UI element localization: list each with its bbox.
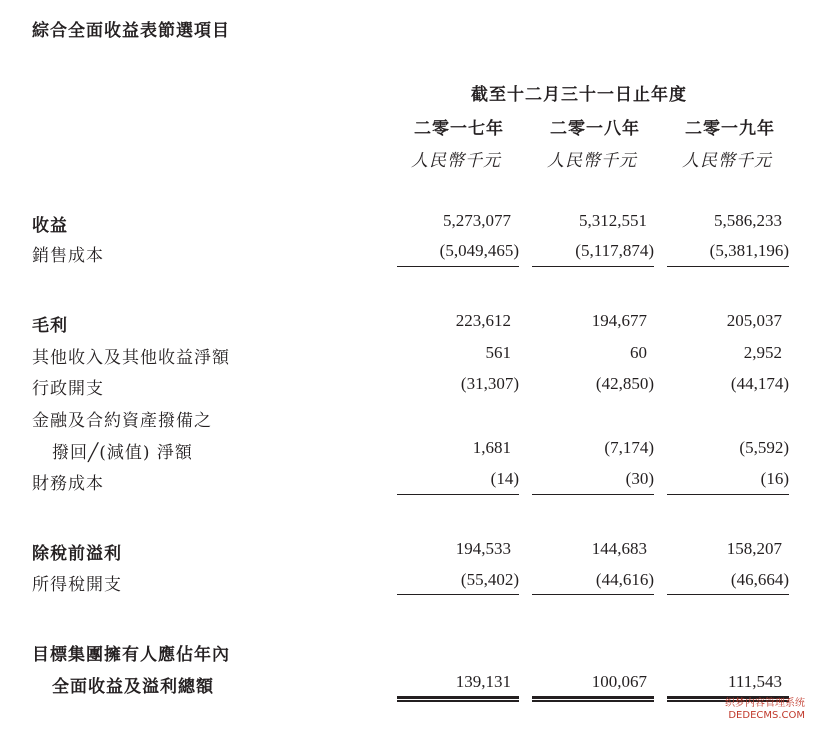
total-double-rule-2017 [397, 696, 519, 702]
year-header-2017: 二零一七年 [414, 119, 504, 139]
watermark [725, 698, 805, 722]
value-cost-of-sales-2017: (5,049,465) [439, 241, 519, 260]
value-gross-profit-2017: 223,612 [455, 311, 511, 330]
value-admin-expenses-2019: (44,174) [730, 374, 789, 393]
value-finance-costs-2018: (30) [625, 469, 654, 488]
row-label-profit-before-tax: 除稅前溢利 [32, 544, 122, 564]
row-label-total-line1: 目標集團擁有人應佔年內 [32, 645, 230, 665]
value-profit-before-tax-2018: 144,683 [591, 539, 647, 558]
value-income-tax-2018: (44,616) [595, 570, 654, 589]
value-income-tax-2019: (46,664) [730, 570, 789, 589]
value-revenue-2018: 5,312,551 [579, 211, 647, 230]
value-total-2018: 100,067 [591, 672, 647, 691]
value-cost-of-sales-2019: (5,381,196) [709, 241, 789, 260]
value-profit-before-tax-2017: 194,533 [455, 539, 511, 558]
subtotal-rule-2019 [667, 494, 789, 495]
value-impairment-2017: 1,681 [472, 438, 511, 457]
year-header-2018: 二零一八年 [550, 119, 640, 139]
value-total-2017: 139,131 [455, 672, 511, 691]
row-label-admin-expenses: 行政開支 [32, 379, 104, 399]
watermark-line2: DEDECMS.COM [728, 710, 805, 721]
row-label-other-income: 其他收入及其他收益淨額 [32, 348, 230, 368]
value-impairment-2018: (7,174) [604, 438, 654, 457]
row-label-revenue: 收益 [32, 216, 68, 236]
row-label-total: 全面收益及溢利總額 [52, 677, 214, 697]
value-other-income-2019: 2,952 [743, 343, 782, 362]
row-label-gross-profit: 毛利 [32, 316, 68, 336]
value-other-income-2017: 561 [485, 343, 511, 362]
value-income-tax-2017: (55,402) [460, 570, 519, 589]
watermark-line1: 织梦内容管理系统 [725, 698, 805, 709]
value-total-2019: 111,543 [728, 672, 782, 691]
row-label-cost-of-sales: 銷售成本 [32, 246, 104, 266]
subtotal-rule-2018 [532, 594, 654, 595]
value-gross-profit-2018: 194,677 [591, 311, 647, 330]
subtotal-rule-2019 [667, 594, 789, 595]
subtotal-rule-2017 [397, 494, 519, 495]
subtotal-rule-2018 [532, 494, 654, 495]
period-header: 截至十二月三十一日止年度 [471, 85, 687, 105]
row-label-income-tax: 所得稅開支 [32, 575, 122, 595]
unit-label-2019: 人民幣千元 [682, 151, 772, 171]
value-other-income-2018: 60 [630, 343, 647, 362]
subtotal-rule-2017 [397, 594, 519, 595]
value-cost-of-sales-2018: (5,117,874) [575, 241, 654, 260]
value-revenue-2017: 5,273,077 [443, 211, 511, 230]
value-profit-before-tax-2019: 158,207 [726, 539, 782, 558]
subtotal-rule-2017 [397, 266, 519, 267]
value-finance-costs-2017: (14) [490, 469, 519, 488]
row-label-impairment: 撥回╱(減值) 淨額 [52, 443, 193, 463]
value-finance-costs-2019: (16) [760, 469, 789, 488]
total-double-rule-2018 [532, 696, 654, 702]
value-gross-profit-2019: 205,037 [726, 311, 782, 330]
value-admin-expenses-2018: (42,850) [595, 374, 654, 393]
year-header-2019: 二零一九年 [685, 119, 775, 139]
section-title: 綜合全面收益表節選項目 [32, 21, 230, 41]
subtotal-rule-2019 [667, 266, 789, 267]
row-label-impairment-line1: 金融及合約資產撥備之 [32, 411, 212, 431]
subtotal-rule-2018 [532, 266, 654, 267]
value-impairment-2019: (5,592) [739, 438, 789, 457]
row-label-finance-costs: 財務成本 [32, 474, 104, 494]
value-admin-expenses-2017: (31,307) [460, 374, 519, 393]
value-revenue-2019: 5,586,233 [714, 211, 782, 230]
unit-label-2017: 人民幣千元 [411, 151, 501, 171]
unit-label-2018: 人民幣千元 [547, 151, 637, 171]
